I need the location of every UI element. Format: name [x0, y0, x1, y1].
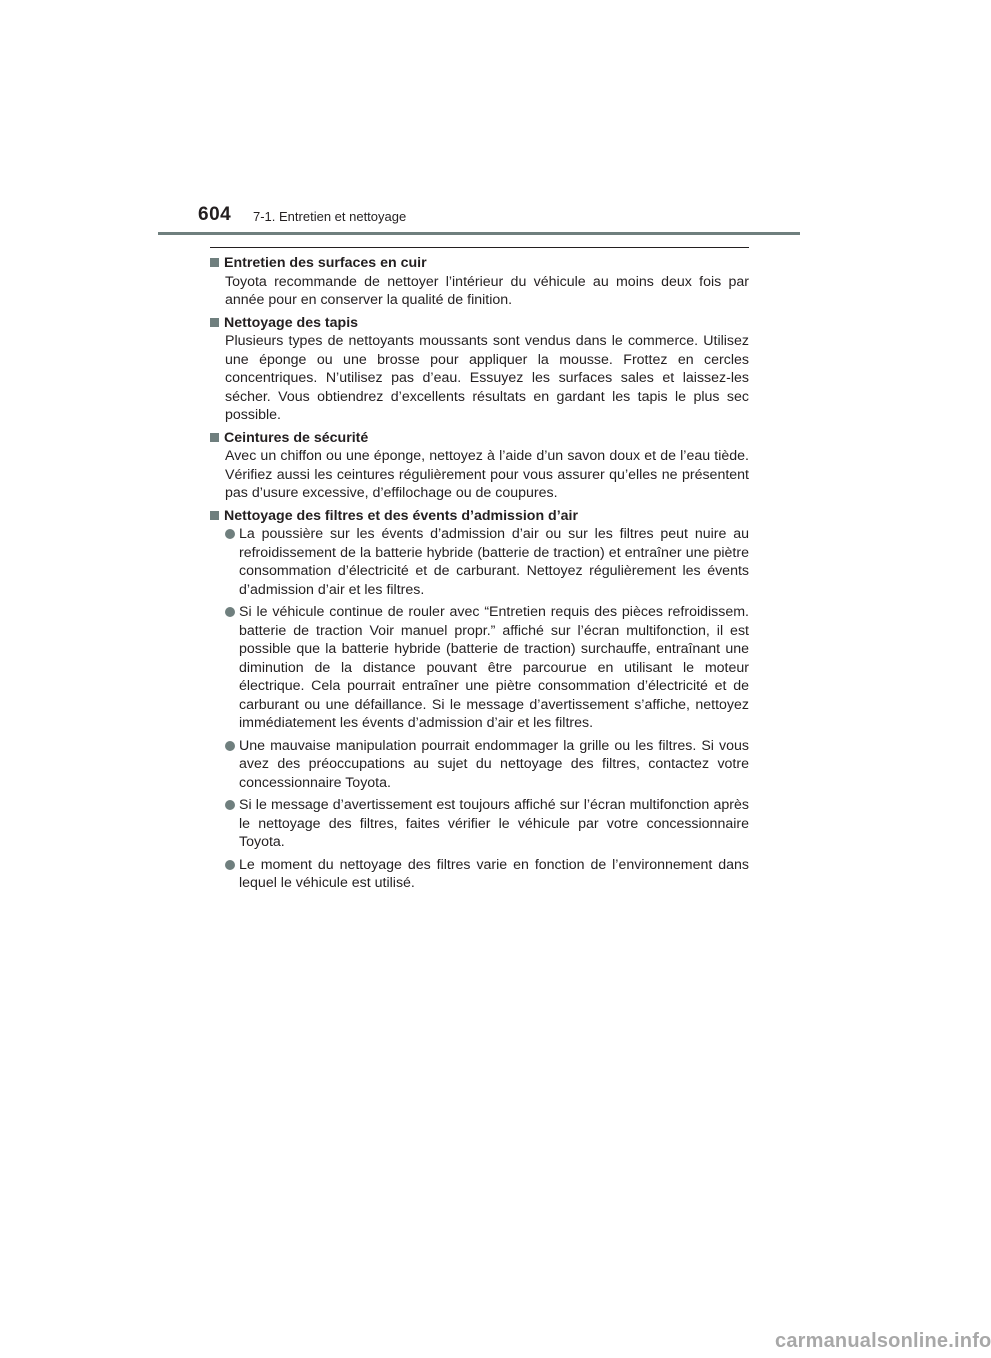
round-bullet-icon — [225, 800, 235, 810]
section-heading-text: Nettoyage des filtres et des évents d’admission d’air — [224, 507, 579, 524]
list-item-text: Une mauvaise manipulation pourrait endommager la grille ou les filtres. Si vous avez des préoccupations au sujet du nettoyage des filtres, contactez votre concessionnaire Toyota. — [239, 737, 749, 791]
watermark: carmanualsonline.info — [775, 1330, 991, 1352]
section-carpets — [210, 314, 749, 425]
section-heading — [210, 507, 749, 526]
section-seatbelts — [210, 429, 749, 503]
list-item-text: Si le véhicule continue de rouler avec “Entretien requis des pièces refroidissem. batterie de traction Voir manuel propr.” affiché sur l’écran multifonction, il est possible que la batterie hybride (batterie de traction) surchauffe, entraînant une diminution de la distance pouvant être parcourue en utilisant le moteur électrique. Cela pourrait entraîner une piètre consommation d’électricité et de carburant ou une défaillance. Si le message d’avertissement s’affiche, nettoyez immédiatement les évents d’admission d’air et les filtres. — [239, 604, 749, 731]
round-bullet-icon — [225, 741, 235, 751]
square-bullet-icon — [210, 318, 219, 327]
page-content — [210, 254, 749, 897]
square-bullet-icon — [210, 433, 219, 442]
section-body: Toyota recommande de nettoyer l’intérieur du véhicule au moins deux fois par année pour en conserver la qualité de finition. — [225, 273, 749, 308]
list-item — [210, 737, 749, 793]
content-divider — [210, 247, 749, 248]
list-item — [210, 603, 749, 733]
section-filters — [210, 507, 749, 893]
list-item-text: La poussière sur les évents d’admission d’air ou sur les filtres peut nuire au refroidissement de la batterie hybride (batterie de traction) et entraîner une piètre consommation d’électricité et de carburant. Nettoyez régulièrement les évents d’admission d’air et les filtres. — [239, 526, 749, 598]
list-item-text: Le moment du nettoyage des filtres varie en fonction de l’environnement dans lequel le véhicule est utilisé. — [239, 856, 749, 891]
chapter-title: 7-1. Entretien et nettoyage — [253, 209, 407, 224]
section-body: Plusieurs types de nettoyants moussants sont vendus dans le commerce. Utilisez une éponge ou une brosse pour appliquer la mousse. Frottez en cercles concentriques. N’utilisez pas d’eau. Essuyez les surfaces sales et laissez-les sécher. Vous obtiendrez d’excellents résultats en gardant les tapis le plus sec possible. — [225, 333, 749, 423]
list-item — [210, 856, 749, 893]
section-heading — [210, 429, 749, 448]
section-heading — [210, 254, 749, 273]
section-heading — [210, 314, 749, 333]
list-item — [210, 796, 749, 852]
header-divider — [158, 232, 800, 235]
section-leather — [210, 254, 749, 310]
section-heading-text: Ceintures de sécurité — [224, 429, 369, 446]
round-bullet-icon — [225, 529, 235, 539]
section-heading-text: Nettoyage des tapis — [224, 314, 359, 331]
list-item — [210, 525, 749, 599]
square-bullet-icon — [210, 258, 219, 267]
page-number: 604 — [198, 204, 232, 225]
section-heading-text: Entretien des surfaces en cuir — [224, 255, 427, 271]
list-item-text: Si le message d’avertissement est toujours affiché sur l’écran multifonction après le nettoyage des filtres, faites vérifier le véhicule par votre concessionnaire Toyota. — [239, 797, 749, 850]
round-bullet-icon — [225, 607, 235, 617]
section-body: Avec un chiffon ou une éponge, nettoyez à l’aide d’un savon doux et de l’eau tiède. Vérifiez aussi les ceintures régulièrement pour vous assurer qu’elles ne présentent pas d’usure excessive, d’effilochage ou de coupures. — [225, 448, 749, 501]
square-bullet-icon — [210, 511, 219, 520]
round-bullet-icon — [225, 860, 235, 870]
